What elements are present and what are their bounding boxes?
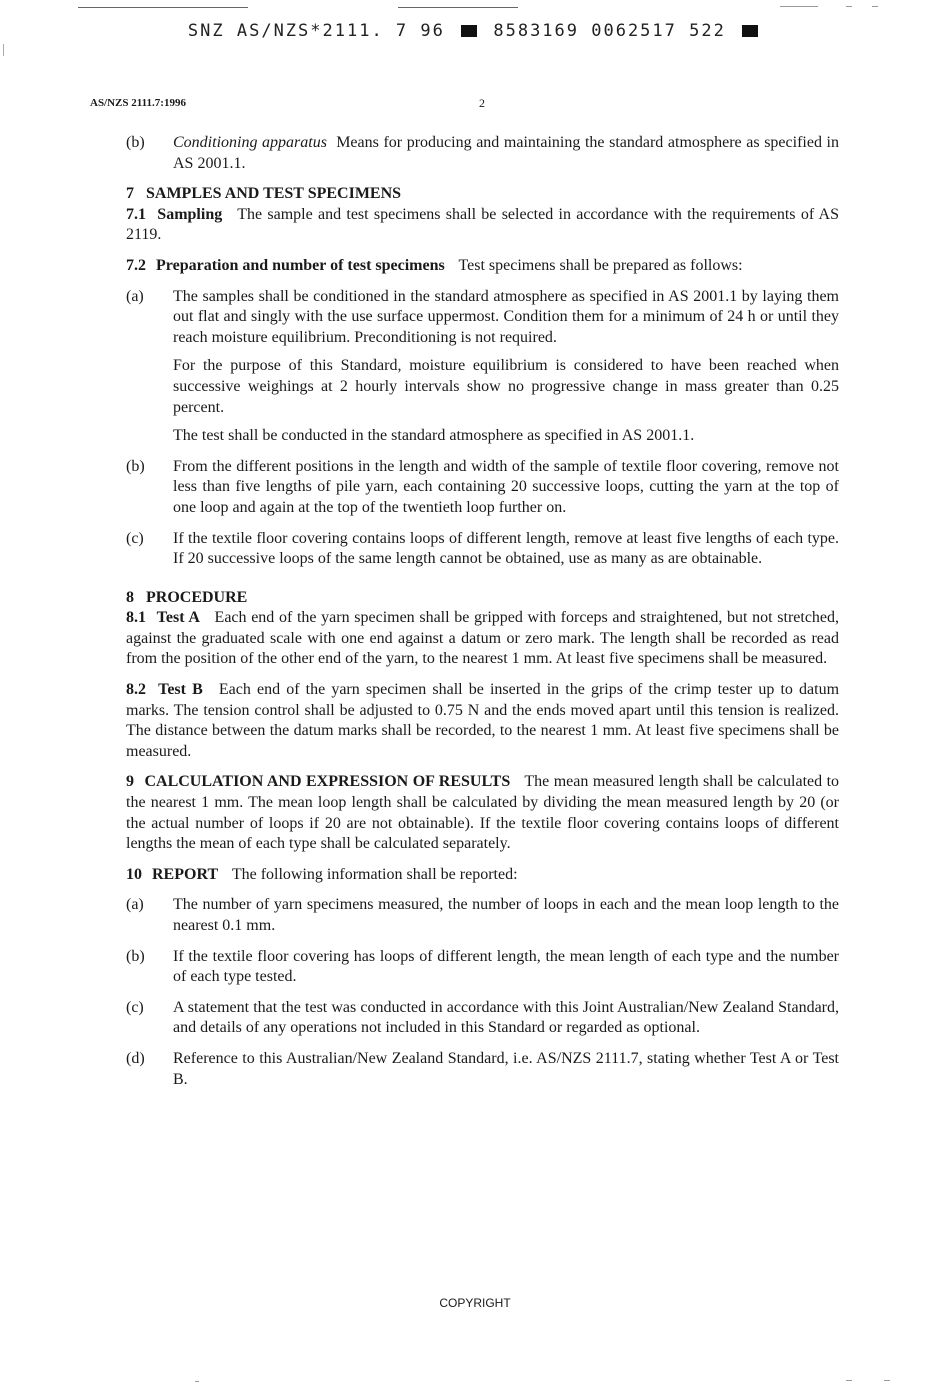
clause-number: 7.2	[126, 256, 146, 274]
section-title: REPORT	[152, 865, 219, 883]
item-label: (c)	[126, 998, 144, 1016]
section-heading-8: 8 PROCEDURE	[126, 588, 248, 606]
item-text: The number of yarn specimens measured, the number of loops in each and the mean loop length to the nearest 0.1 mm.	[173, 896, 839, 934]
clause-7-2	[126, 256, 839, 277]
clause-8-2	[126, 680, 839, 762]
scan-tick-left	[3, 44, 4, 56]
section-number: 10	[126, 865, 142, 883]
clause-number: 8.1	[126, 609, 146, 627]
item-paragraph: The test shall be conducted in the standard atmosphere as specified in AS 2001.1.	[173, 427, 695, 445]
page-number: 2	[479, 96, 485, 110]
item-label: (a)	[126, 287, 144, 305]
scan-speck-bottom-left	[195, 1381, 199, 1382]
scan-rule-mid	[398, 7, 518, 8]
clause-number: 8.2	[126, 681, 146, 699]
clause-text: The sample and test specimens shall be selected in accordance with the requirements of AS 2119.	[126, 205, 840, 244]
scan-rule-right	[780, 6, 818, 7]
list-item-7-2-c	[126, 529, 839, 570]
section-title: CALCULATION AND EXPRESSION OF RESULTS	[144, 773, 511, 791]
scan-speck-bottom-right-2	[884, 1380, 890, 1381]
section-heading-7: 7 SAMPLES AND TEST SPECIMENS	[126, 185, 402, 203]
scan-speck-bottom-right	[846, 1380, 852, 1381]
clause-text: Test specimens shall be prepared as follows:	[458, 256, 743, 274]
list-item-conditioning-apparatus	[126, 133, 839, 174]
clause-number: 7.1	[126, 205, 146, 223]
item-text: A statement that the test was conducted in accordance with this Joint Australian/New Zealand Standard, and details of any operations not included in this Standard or regarded as optional.	[173, 998, 839, 1037]
item-term: Conditioning apparatus	[173, 134, 327, 151]
list-item-10-b	[126, 947, 839, 988]
item-label: (b)	[126, 457, 145, 475]
scan-dash-right-2	[872, 6, 878, 7]
item-text: Means for producing and maintaining the standard atmosphere as specified in AS 2001.1.	[173, 134, 839, 172]
item-label: (d)	[126, 1049, 145, 1067]
clause-title: Test A	[156, 609, 200, 627]
section-9	[126, 772, 839, 854]
copyright-footer: COPYRIGHT	[439, 1296, 511, 1310]
item-text: Reference to this Australian/New Zealand Standard, i.e. AS/NZS 2111.7, stating whether Test A or Test B.	[173, 1049, 839, 1088]
section-text: The following information shall be reported:	[231, 865, 518, 883]
item-label: (c)	[126, 529, 144, 547]
clause-8-1	[126, 608, 839, 670]
page-body	[126, 133, 839, 1100]
banner-block-mark-end	[742, 25, 758, 37]
running-head: AS/NZS 2111.7:1996	[90, 97, 186, 109]
item-text: From the different positions in the length and width of the sample of textile floor covering, remove not less than five lengths of pile yarn, each containing 20 successive loops, cutting the yarn at the top of one loop and again at the top of the twentieth loop further on.	[173, 457, 839, 516]
clause-title: Sampling	[157, 205, 223, 223]
scan-dash-right-1	[846, 6, 852, 7]
item-text: If the textile floor covering contains loops of different length, remove at least five lengths of each type. If 20 successive loops of the same length cannot be obtained, use as many as are obtainable.	[173, 529, 839, 568]
document-banner	[0, 21, 950, 41]
list-item-10-c	[126, 998, 839, 1039]
list-item-10-d	[126, 1049, 839, 1090]
clause-7-1	[126, 205, 839, 246]
section-text: The mean measured length shall be calculated to the nearest 1 mm. The mean loop length shall be calculated by dividing the mean measured length by 20 (or the actual number of loops if 20 are not obtainable). If the textile floor covering contains loops of different lengths the mean of each type shall be calculated separately.	[126, 773, 840, 853]
clause-text: Each end of the yarn specimen shall be gripped with forceps and straightened, but not stretched, against the graduated scale with one end against a datum or zero mark. The length shall be recorded as read from the position of the other end of the yarn, to the nearest 1 mm. At least five specimens shall be measured.	[126, 609, 840, 668]
item-paragraph: The samples shall be conditioned in the standard atmosphere as specified in AS 2001.1 by laying them out flat and singly with the use surface uppermost. Condition them for a minimum of 24 h or until they reach moisture equilibrium. Preconditioning is not required.	[173, 287, 839, 346]
item-text: If the textile floor covering has loops of different length, the mean length of each type and the number of each type tested.	[173, 947, 839, 986]
list-item-10-a	[126, 895, 839, 936]
section-number: 9	[126, 773, 134, 791]
clause-title: Preparation and number of test specimens	[156, 256, 445, 274]
banner-reference: SNZ AS/NZS*2111. 7 96	[187, 21, 445, 41]
scan-rule-left	[78, 7, 248, 8]
item-paragraph: For the purpose of this Standard, moisture equilibrium is considered to have been reached when successive weighings at 2 hourly intervals show no progressive change in mass greater than 0.25 percent.	[173, 357, 839, 416]
item-label: (a)	[126, 896, 144, 914]
banner-block-mark	[461, 25, 477, 37]
item-label: (b)	[126, 947, 145, 965]
clause-title: Test B	[158, 681, 203, 699]
list-item-7-2-b	[126, 457, 839, 519]
banner-codes: 8583169 0062517 522	[493, 21, 726, 41]
clause-text: Each end of the yarn specimen shall be inserted in the grips of the crimp tester up to datum marks. The tension control shall be adjusted to 0.75 N and the ends moved apart until this tension is realized. The distance between the datum marks shall be recorded, to the nearest 1 mm. At least five specimens shall be measured.	[126, 681, 840, 760]
item-label: (b)	[126, 134, 145, 151]
list-item-7-2-a	[126, 287, 839, 447]
section-10	[126, 865, 839, 886]
